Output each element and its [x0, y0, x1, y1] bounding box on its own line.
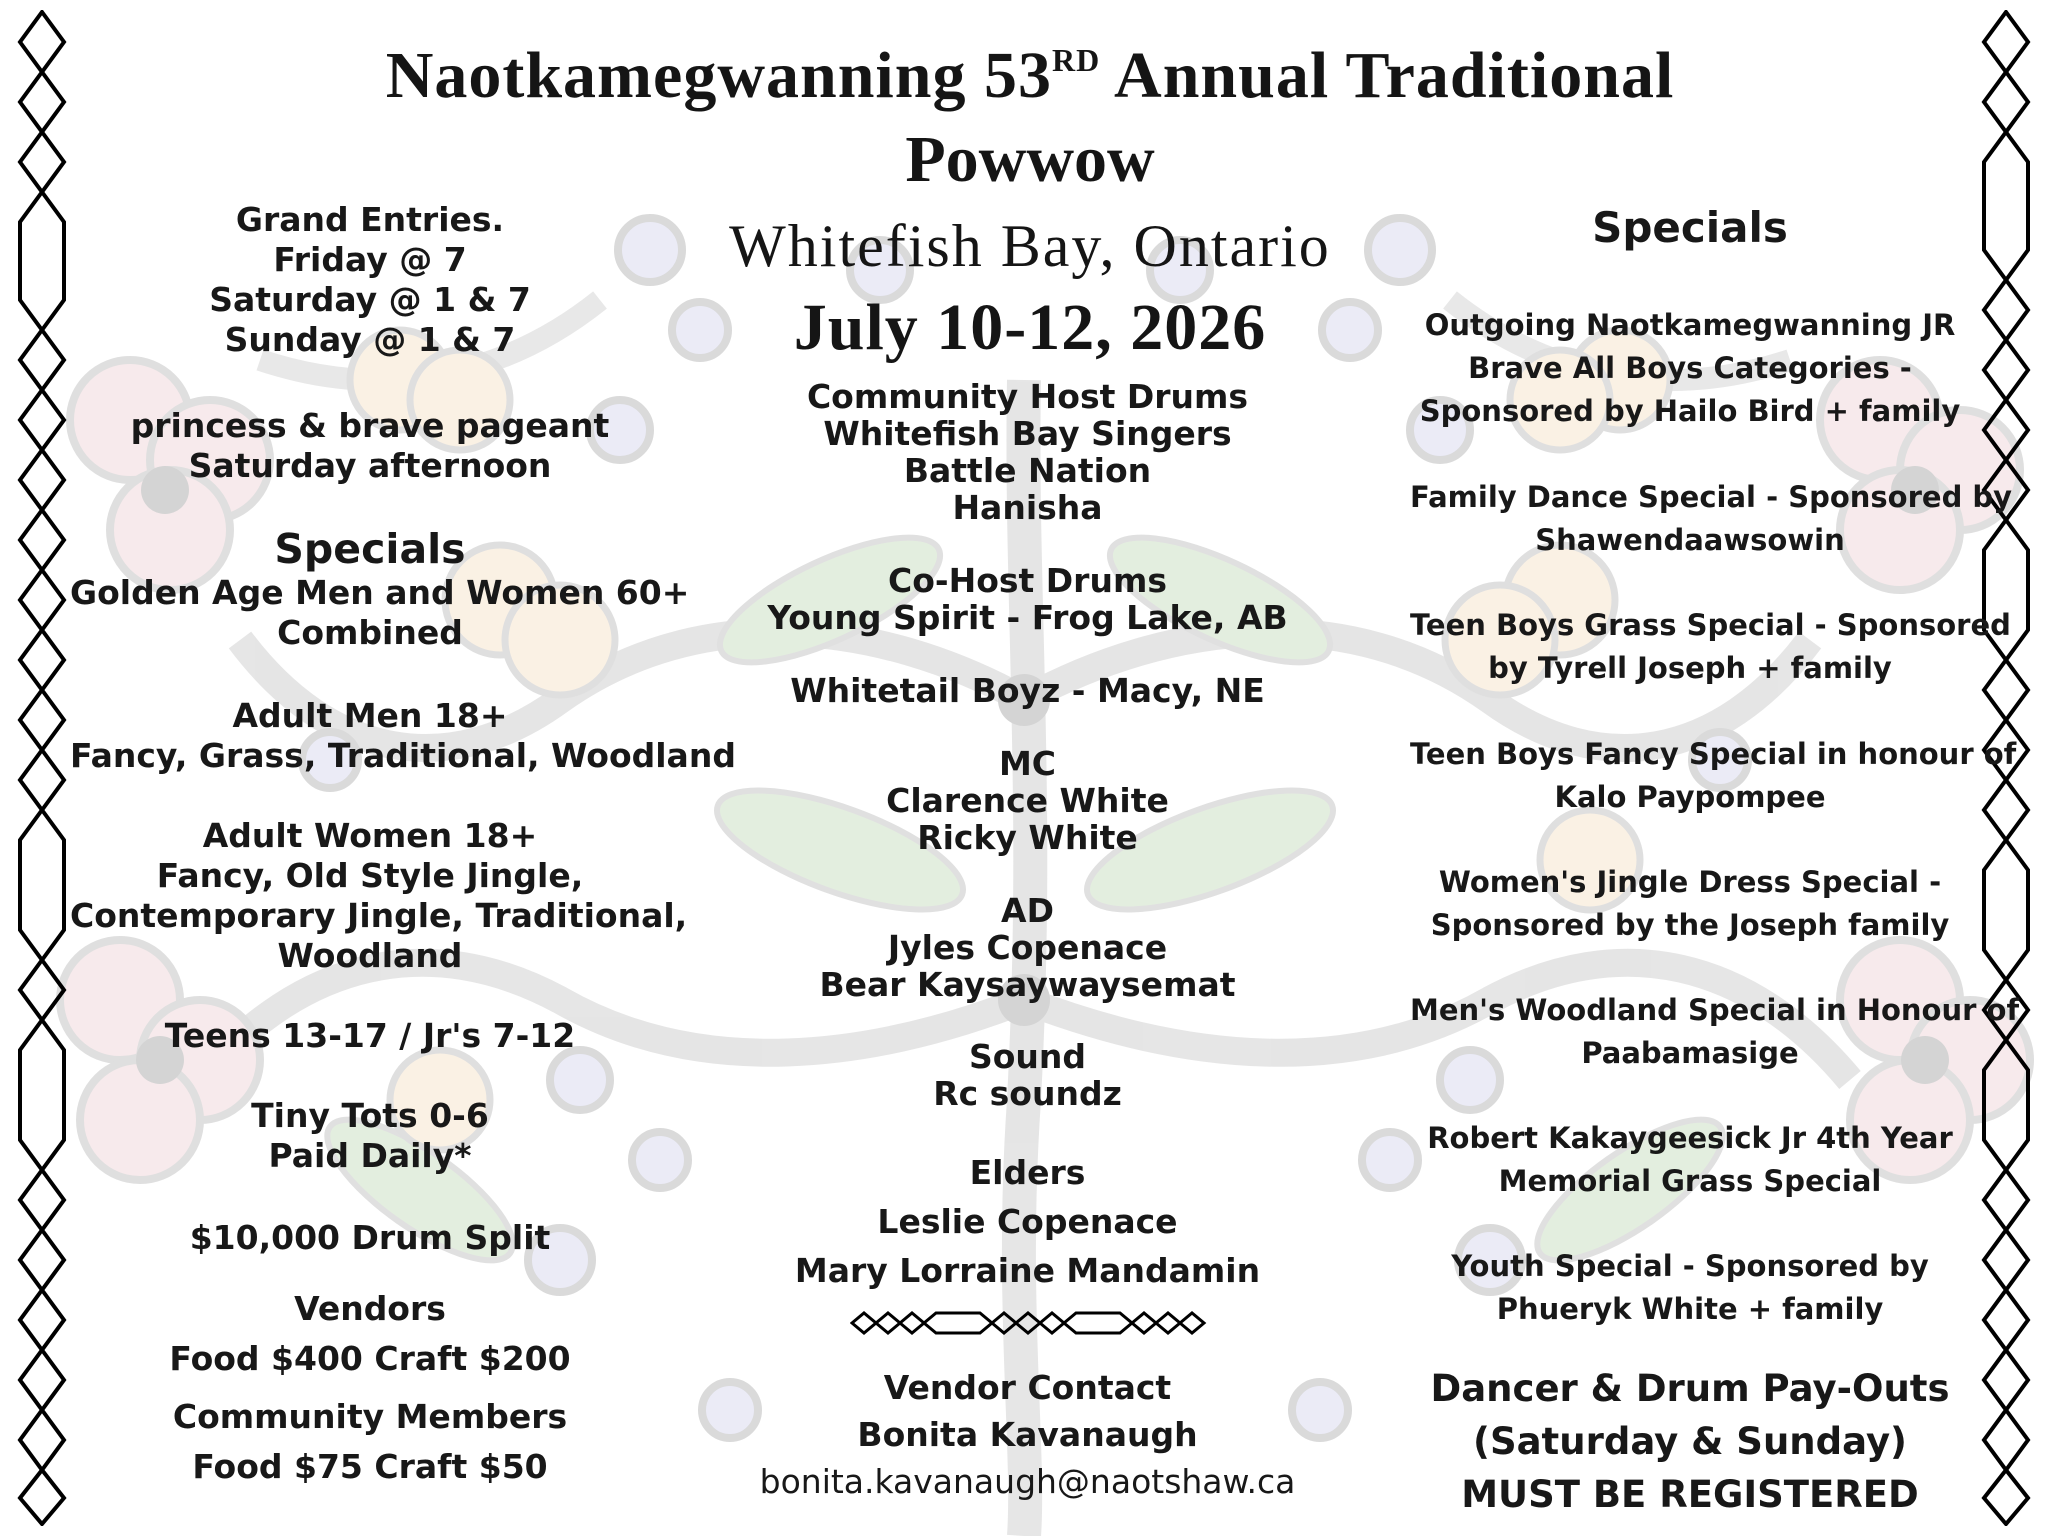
ad-heading: AD — [1001, 891, 1054, 930]
elder-name-1: Leslie Copenace — [877, 1202, 1178, 1241]
vendor-contact-email: bonita.kavanaugh@naotshaw.ca — [759, 1462, 1296, 1501]
poster-title — [170, 38, 1890, 114]
special-item — [1410, 733, 2017, 819]
vendor-contact-block — [740, 1364, 1315, 1505]
right-specials-heading: Specials — [1592, 203, 1788, 252]
title-prefix: Naotkamegwanning 53 — [385, 39, 1052, 112]
payouts-note: MUST BE REGISTERED — [1461, 1473, 1919, 1516]
grand-entry-sunday: Sunday @ 1 & 7 — [224, 320, 516, 359]
community-fees: Food $75 Craft $50 — [192, 1447, 548, 1486]
poster-title-line2: Powwow — [905, 123, 1155, 196]
host-drum-1: Whitefish Bay Singers — [823, 414, 1232, 453]
adult-men-categories: Fancy, Grass, Traditional, Woodland — [70, 736, 736, 775]
adult-men-block — [70, 696, 736, 776]
host-drum-2: Battle Nation — [903, 451, 1152, 490]
elders-heading: Elders — [969, 1153, 1086, 1192]
grand-entry-friday: Friday @ 7 — [273, 240, 467, 279]
special-line: Robert Kakaygeesick Jr 4th Year — [1427, 1121, 1953, 1155]
special-line: Paabamasige — [1581, 1036, 1799, 1070]
vendor-contact-name: Bonita Kavanaugh — [857, 1415, 1198, 1454]
special-line: by Tyrell Joseph + family — [1488, 651, 1892, 685]
vendor-contact-heading: Vendor Contact — [883, 1368, 1172, 1407]
event-location: Whitefish Bay, Ontario — [729, 213, 1331, 279]
sound-block — [740, 1038, 1315, 1112]
adult-women-line4: Woodland — [277, 936, 463, 975]
special-line: Memorial Grass Special — [1498, 1164, 1882, 1198]
special-item — [1410, 604, 2011, 690]
ad-name-1: Jyles Copenace — [887, 928, 1168, 967]
title-ordinal: RD — [1051, 42, 1101, 78]
community-heading: Community Members — [172, 1397, 568, 1436]
elders-block — [740, 1148, 1315, 1295]
special-line: Phueryk White + family — [1496, 1292, 1884, 1326]
special-line: Brave All Boys Categories - — [1468, 351, 1912, 385]
special-line: Outgoing Naotkamegwanning JR — [1424, 308, 1956, 342]
special-item — [1410, 476, 2013, 562]
tiny-tots-block — [70, 1096, 670, 1176]
host-drums-heading: Community Host Drums — [806, 377, 1249, 416]
adult-women-heading: Adult Women 18+ — [202, 816, 538, 855]
golden-age-line2: Combined — [277, 613, 463, 652]
community-block — [70, 1392, 670, 1492]
left-column — [70, 200, 670, 360]
diamond-divider — [850, 1310, 1210, 1336]
host-drum-3: Hanisha — [952, 488, 1103, 527]
special-line: Sponsored by the Joseph family — [1430, 908, 1950, 942]
special-item — [1410, 989, 2020, 1075]
drum-split: $10,000 Drum Split — [189, 1218, 551, 1257]
elder-name-2: Mary Lorraine Mandamin — [794, 1251, 1261, 1290]
mc-heading: MC — [998, 744, 1057, 783]
special-item — [1410, 861, 1970, 947]
adult-women-block — [70, 816, 688, 976]
special-item — [1410, 1117, 1970, 1203]
vendors-block — [70, 1284, 670, 1384]
cohost-drum-1: Young Spirit - Frog Lake, AB — [767, 598, 1288, 637]
right-specials-heading-wrap — [1410, 204, 1970, 252]
vendors-heading: Vendors — [294, 1289, 446, 1328]
adult-women-line3: Contemporary Jingle, Traditional, — [70, 896, 688, 935]
golden-age-line1: Golden Age Men and Women 60+ — [70, 573, 690, 612]
ad-name-2: Bear Kaysaywaysemat — [819, 965, 1236, 1004]
teens-line: Teens 13-17 / Jr's 7-12 — [164, 1016, 576, 1055]
adult-women-line2: Fancy, Old Style Jingle, — [156, 856, 584, 895]
special-line: Sponsored by Hailo Bird + family — [1419, 394, 1961, 428]
special-line: Teen Boys Grass Special - Sponsored — [1410, 608, 2011, 642]
host-drums-block — [740, 378, 1315, 526]
special-line: Family Dance Special - Sponsored by — [1410, 480, 2013, 514]
special-line: Kalo Paypompee — [1554, 780, 1826, 814]
mc-name-1: Clarence White — [886, 781, 1169, 820]
cohost-heading: Co-Host Drums — [888, 561, 1167, 600]
ad-block — [740, 892, 1315, 1003]
sound-heading: Sound — [968, 1037, 1087, 1076]
left-specials-heading: Specials — [274, 525, 466, 573]
payouts-block — [1410, 1362, 1970, 1521]
special-line: Men's Woodland Special in Honour of — [1410, 993, 2020, 1027]
special-line: Teen Boys Fancy Special in honour of — [1410, 737, 2017, 771]
mc-block — [740, 745, 1315, 856]
left-specials — [70, 525, 690, 653]
pageant-time: Saturday afternoon — [188, 446, 552, 485]
special-line: Shawendaawsowin — [1535, 523, 1845, 557]
event-dates: July 10-12, 2026 — [793, 291, 1267, 364]
pageant-title: princess & brave pageant — [130, 406, 610, 445]
payouts-heading: Dancer & Drum Pay-Outs — [1430, 1367, 1950, 1410]
grand-entry-saturday: Saturday @ 1 & 7 — [209, 280, 531, 319]
mc-name-2: Ricky White — [917, 818, 1138, 857]
payouts-days: (Saturday & Sunday) — [1473, 1420, 1907, 1463]
tiny-tots-note: Paid Daily* — [268, 1136, 472, 1175]
pageant-block — [70, 406, 670, 486]
adult-men-heading: Adult Men 18+ — [232, 696, 508, 735]
special-item — [1410, 304, 1970, 433]
tiny-tots-heading: Tiny Tots 0-6 — [251, 1096, 489, 1135]
sound-name: Rc soundz — [933, 1074, 1122, 1113]
special-item — [1410, 1245, 1970, 1331]
special-line: Women's Jingle Dress Special - — [1438, 865, 1942, 899]
special-line: Youth Special - Sponsored by — [1451, 1249, 1929, 1283]
vendors-fees: Food $400 Craft $200 — [169, 1339, 571, 1378]
cohost-drum-2: Whitetail Boyz - Macy, NE — [790, 671, 1265, 710]
cohost-drums-block — [740, 562, 1315, 636]
grand-entries-heading: Grand Entries. — [235, 200, 505, 239]
title-suffix: Annual Traditional — [1114, 39, 1675, 112]
